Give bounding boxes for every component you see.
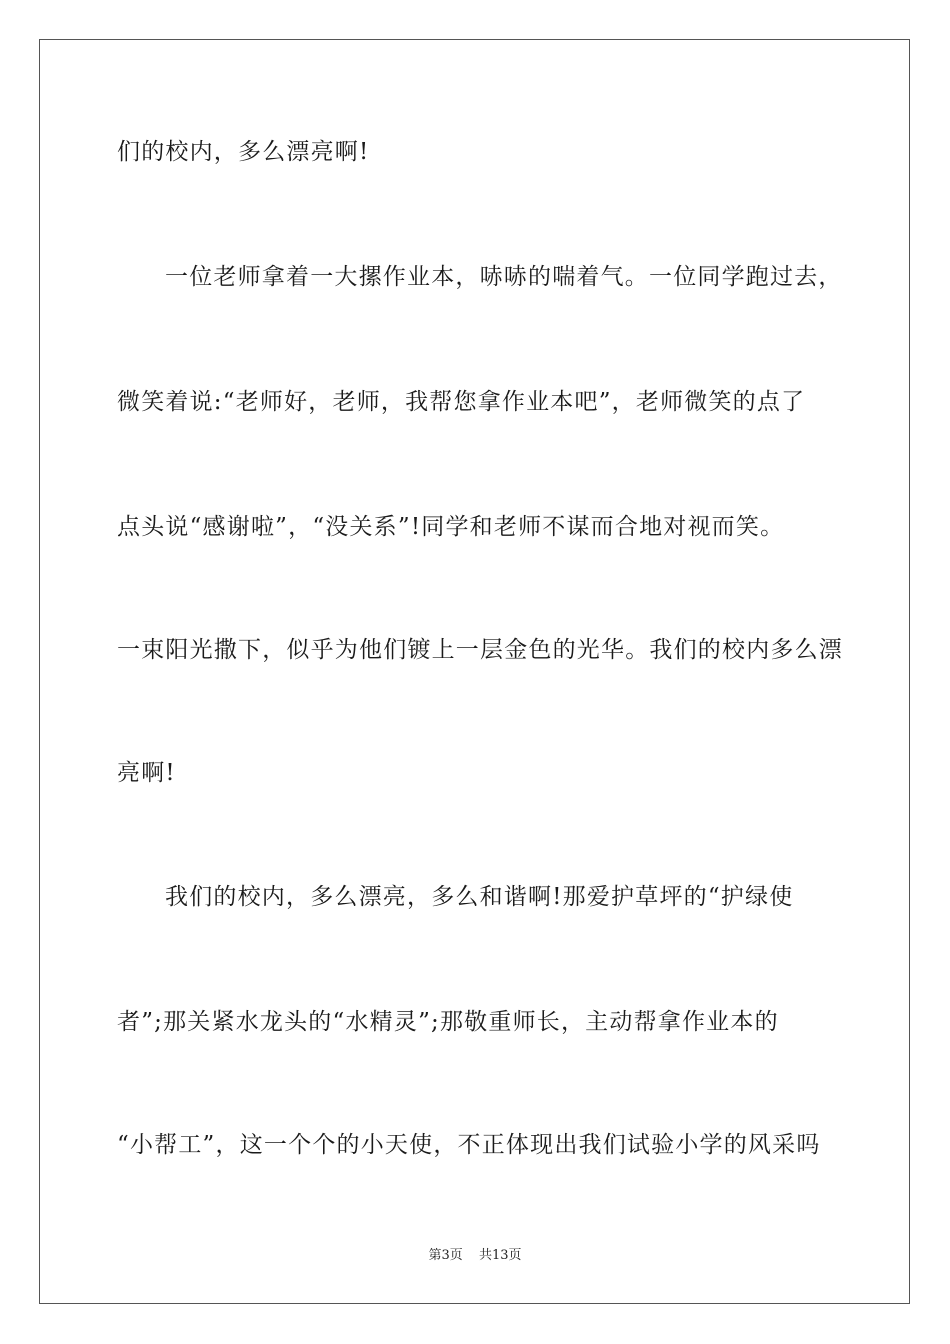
text-line-3: 微笑着说:“老师好，老师，我帮您拿作业本吧”，老师微笑的点了 — [117, 389, 806, 415]
page-footer — [0, 1247, 950, 1265]
text-line-7: 我们的校内，多么漂亮，多么和谐啊!那爱护草坪的“护绿使 — [165, 884, 794, 910]
text-line-2: 一位老师拿着一大摞作业本，哧哧的喘着气。一位同学跑过去， — [165, 264, 843, 290]
text-line-9: “小帮工”，这一个个的小天使，不正体现出我们试验小学的风采吗 — [117, 1132, 821, 1158]
page-frame — [39, 39, 910, 1304]
text-line-6: 亮啊! — [117, 760, 176, 786]
text-line-8: 者”;那关紧水龙头的“水精灵”;那敬重师长，主动帮拿作业本的 — [117, 1009, 779, 1035]
text-line-4: 点头说“感谢啦”，“没关系”!同学和老师不谋而合地对视而笑。 — [117, 514, 785, 540]
text-line-5: 一束阳光撒下，似乎为他们镀上一层金色的光华。我们的校内多么漂 — [117, 637, 843, 663]
page-total: 共13页 — [478, 1248, 522, 1263]
text-line-1: 们的校内，多么漂亮啊! — [117, 139, 370, 165]
page-number: 第3页 — [428, 1248, 463, 1263]
